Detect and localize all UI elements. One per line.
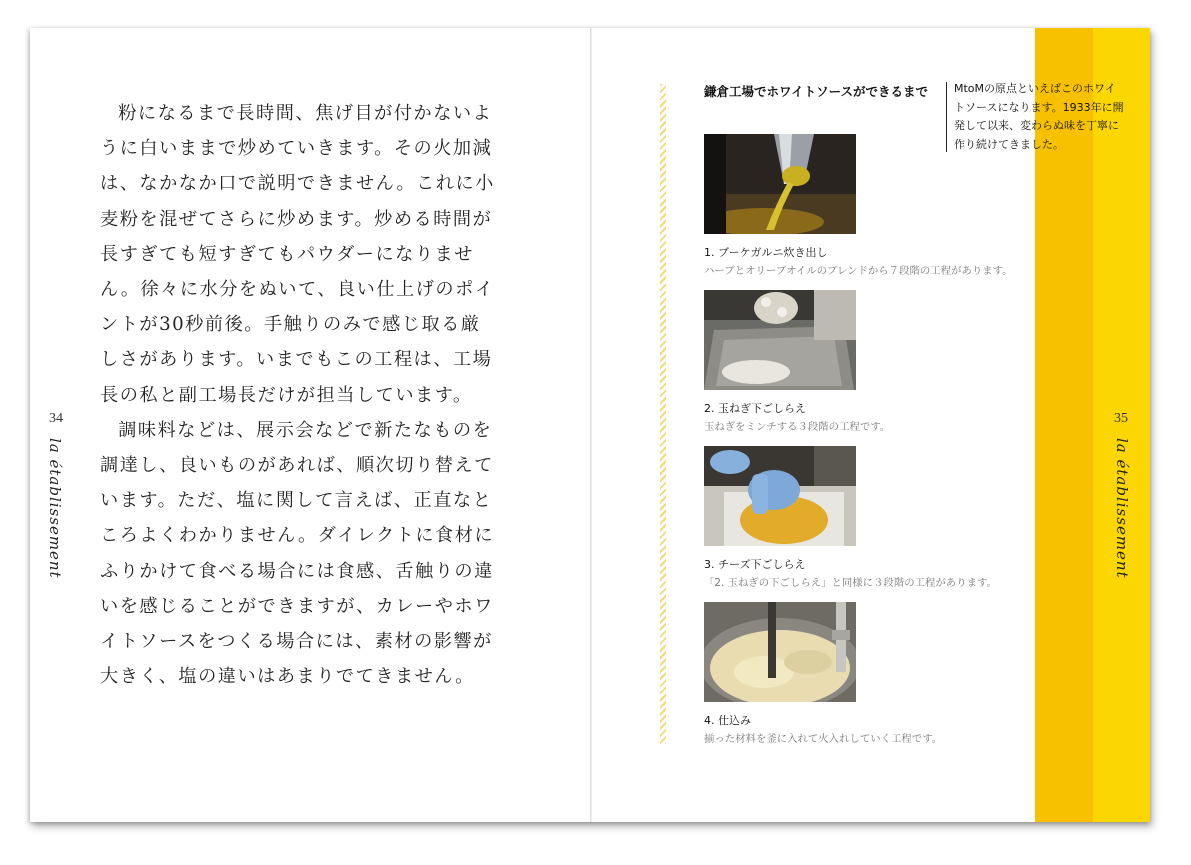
step-4-description: 揃った材料を釜に入れて火入れしていく工程です。 — [704, 733, 943, 745]
page-number-right: 35 — [1114, 411, 1128, 426]
decorative-stripe — [660, 84, 666, 744]
cheese-prep-photo — [704, 446, 856, 546]
pouring-oil-photo — [704, 134, 856, 234]
book-spread — [30, 28, 1150, 822]
running-title-left: la établissement — [46, 438, 64, 579]
minced-onion-photo — [704, 290, 856, 390]
intro-text: MtoMの原点といえばこのホワイトソースになります。1933年に開発して以来、変わらぬ味を丁寧に作り続けてきました。 — [954, 82, 1124, 151]
paragraph-1: 粉になるまで長時間、焦げ目が付かないように白いままで炒めていきます。その火加減は、なかなか口で説明できません。これに小麦粉を混ぜてさらに炒めます。炒める時間が長すぎても短すぎてもパウダーになりません。徐々に水分をぬいて、良い仕上げのポイントが30秒前後。手触りのみで感じ取る厳しさがあります。いまでもこの工程は、工場長の私と副工場長だけが担当しています。 — [100, 103, 495, 406]
mixing-kettle-photo — [704, 602, 856, 702]
paragraph-2: 調味料などは、展示会などで新たなものを調達し、良いものがあれば、順次切り替えています。ただ、塩に関して言えば、正直なところよくわかりません。ダイレクトに食材にふりかけて食べる場合には食感、舌触りの違いを感じることができますが、カレーやホワイトソースをつくる場合には、素材の影響が大きく、塩の違いはあまりでてきません。 — [100, 419, 495, 688]
step-4-title: 4. 仕込み — [704, 714, 751, 727]
step-2-title: 2. 玉ねぎ下ごしらえ — [704, 402, 806, 415]
page-number-left: 34 — [49, 411, 63, 426]
step-1-title: 1. ブーケガルニ炊き出し — [704, 246, 828, 259]
step-3-description: 「2. 玉ねぎの下ごしらえ」と同様に３段階の工程があります。 — [704, 577, 997, 589]
intro-divider — [946, 82, 947, 152]
section-title: 鎌倉工場でホワイトソースができるまで — [704, 84, 929, 99]
step-1-description: ハーブとオリーブオイルのブレンドから７段階の工程があります。 — [704, 265, 1013, 277]
step-2-description: 玉ねぎをミンチする３段階の工程です。 — [704, 421, 891, 433]
body-text — [100, 96, 498, 694]
running-title-right: la établissement — [1113, 438, 1131, 579]
page-gutter — [590, 28, 592, 822]
step-3-title: 3. チーズ下ごしらえ — [704, 558, 806, 571]
